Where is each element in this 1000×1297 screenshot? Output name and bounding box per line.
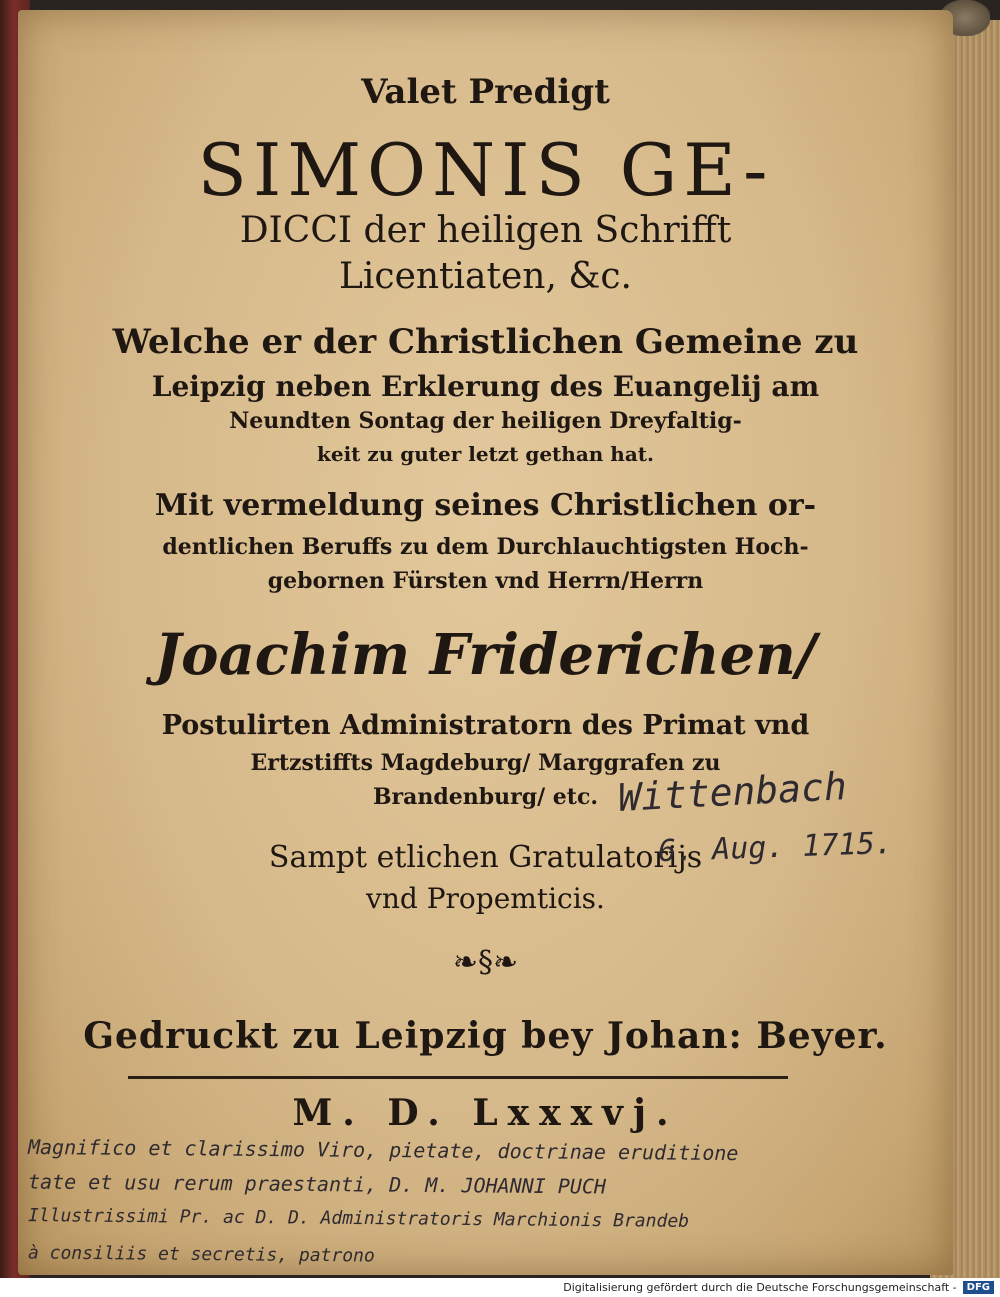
dedication-line-2: tate et usu rerum praestanti, D. M. JOHANNI PUCH <box>27 1169 607 1199</box>
publication-year: M. D. Lxxxvj. <box>292 1092 679 1134</box>
handwritten-date: 6. Aug. 1715. <box>657 825 894 870</box>
title-line-4: Licentiaten, &c. <box>338 256 632 297</box>
para4-line-2: vnd Propemticis. <box>366 882 605 915</box>
para3-line-3: Brandenburg/ etc. <box>372 784 599 810</box>
funding-notice: Digitalisierung gefördert durch die Deutsche Forschungsgemeinschaft - <box>563 1281 957 1294</box>
para4-line-1: Sampt etlichen Gratulatorijs <box>268 840 703 875</box>
para1-line-3: Neundten Sontag der heiligen Dreyfaltig- <box>229 408 742 434</box>
title-line-1: Valet Predigt <box>361 72 610 112</box>
para2-line-3: gebornen Fürsten vnd Herrn/Herrn <box>267 568 704 594</box>
dedication-line-4: à consiliis et secretis, patrono <box>27 1242 375 1267</box>
footer-bar <box>0 1278 1000 1297</box>
para1-line-4: keit zu guter letzt gethan hat. <box>316 442 654 466</box>
para1-line-2: Leipzig neben Erklerung des Euangelij am <box>151 370 820 403</box>
ownership-signature: Wittenbach <box>617 764 848 820</box>
imprint: Gedruckt zu Leipzig bey Johan: Beyer. <box>83 1015 888 1057</box>
dedication-line-3: Illustrissimi Pr. ac D. D. Administratoris Marchionis Brandeb <box>27 1205 690 1232</box>
para2-line-2: dentlichen Beruffs zu dem Durchlauchtigsten Hoch- <box>162 534 809 560</box>
para3-line-2: Ertzstiffts Magdeburg/ Marggrafen zu <box>250 750 721 776</box>
para1-line-1: Welche er der Christlichen Gemeine zu <box>112 322 859 362</box>
horizontal-rule <box>128 1076 788 1079</box>
title-page <box>18 10 953 1275</box>
dfg-logo: DFG <box>963 1281 994 1294</box>
title-line-3: DICCI der heiligen Schrifft <box>239 210 732 251</box>
dedication-line-1: Magnifico et clarissimo Viro, pietate, doctrinae eruditione <box>27 1134 739 1166</box>
para2-line-1: Mit vermeldung seines Christlichen or- <box>154 488 817 523</box>
ornament: ❧§❧ <box>452 945 519 980</box>
dedicatee-name: Joachim Friderichen/ <box>154 622 817 688</box>
para3-line-1: Postulirten Administratorn des Primat vnd <box>161 710 810 741</box>
title-line-2: SIMONIS GE- <box>197 128 774 212</box>
